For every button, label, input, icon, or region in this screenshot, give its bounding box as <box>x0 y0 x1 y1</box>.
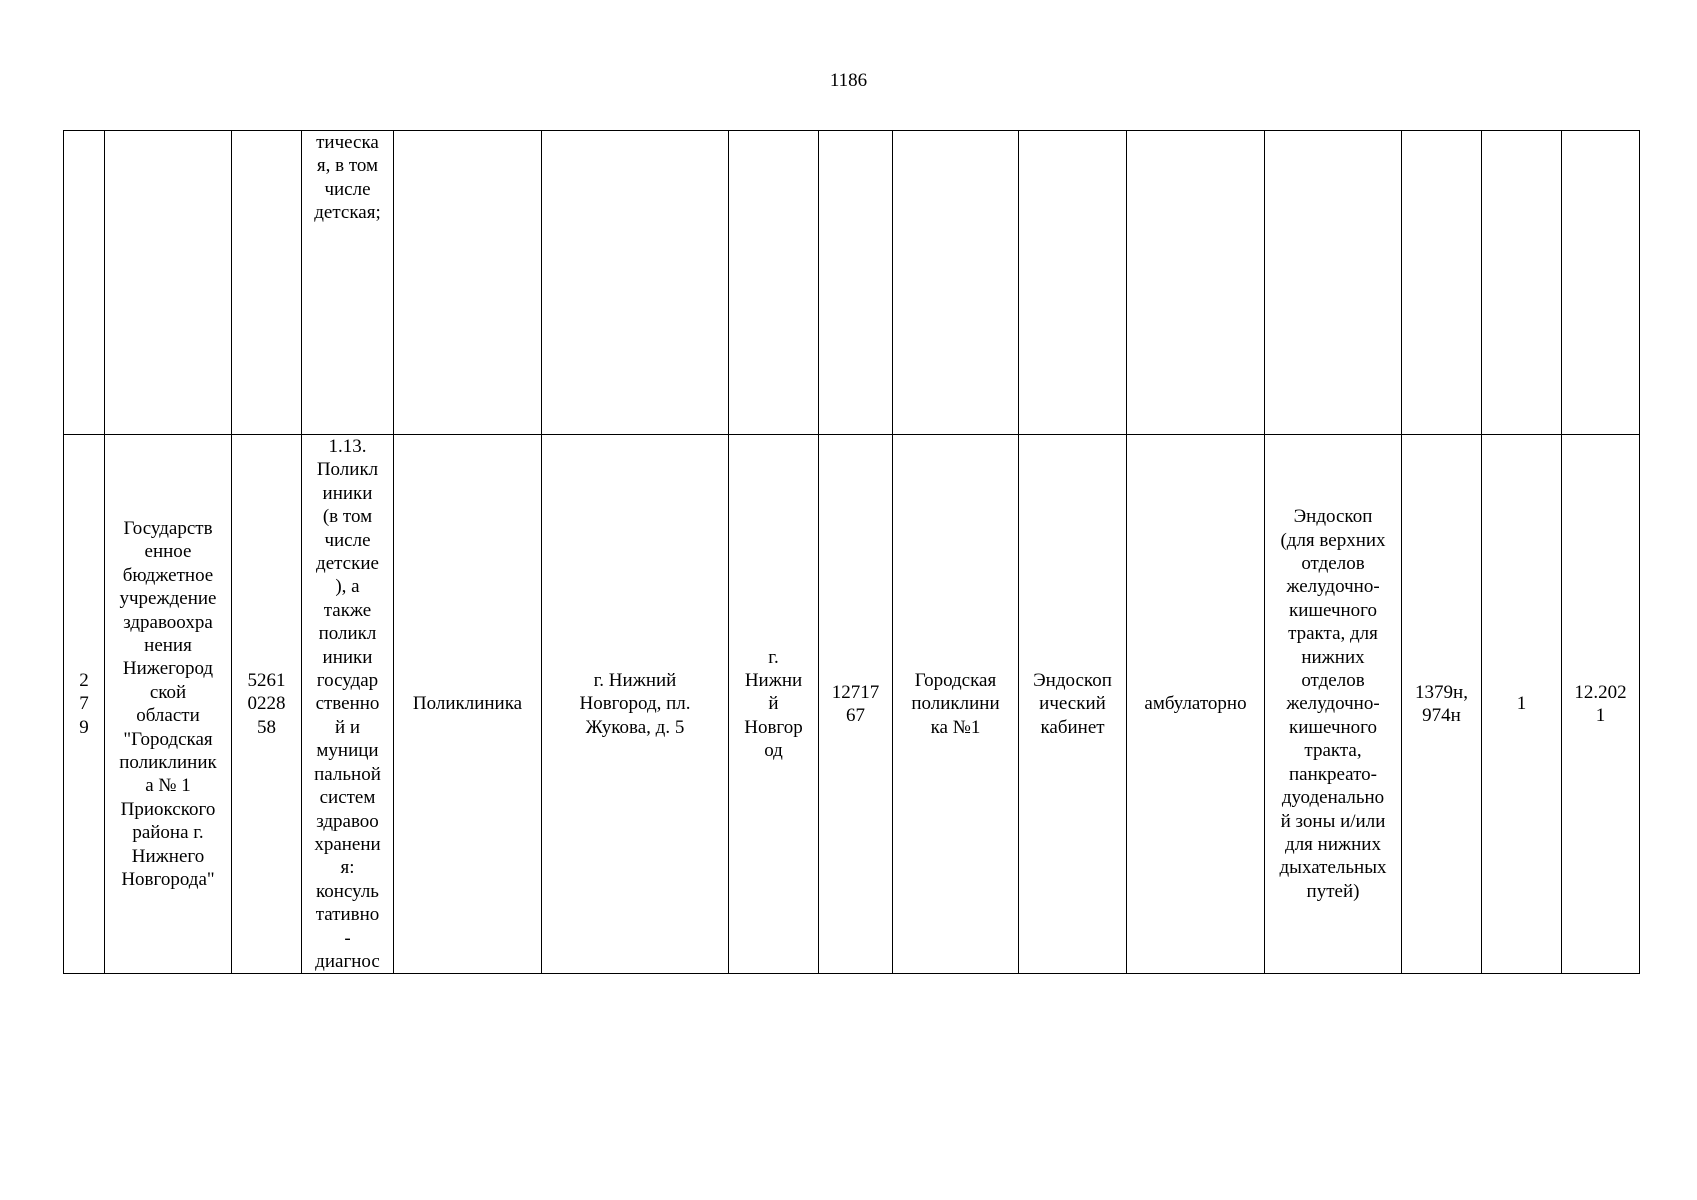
cell-row-number <box>64 131 105 435</box>
cell-address <box>542 131 729 435</box>
cell-facility-name: Городская поликлини ка №1 <box>893 435 1019 974</box>
cell-facility-type: тическа я, в том числе детская; <box>302 131 394 435</box>
cell-code <box>819 131 893 435</box>
cell-order: 1379н, 974н <box>1402 435 1482 974</box>
cell-order <box>1402 131 1482 435</box>
cell-date: 12.202 1 <box>1562 435 1640 974</box>
cell-organization <box>105 131 232 435</box>
registry-table <box>63 130 1640 974</box>
cell-code: 12717 67 <box>819 435 893 974</box>
cell-inn: 5261 0228 58 <box>232 435 302 974</box>
cell-department: Эндоскоп ический кабинет <box>1019 435 1127 974</box>
cell-city <box>729 131 819 435</box>
cell-equipment: Эндоскоп (для верхних отделов желудочно- кишечного тракта, для нижних отделов желудочно- кишечного тракта, панкреато- дуоденально й зоны и/или для нижних дыхательных путей) <box>1265 435 1402 974</box>
table-row <box>64 435 1640 974</box>
cell-date <box>1562 131 1640 435</box>
cell-quantity: 1 <box>1482 435 1562 974</box>
page-number: 1186 <box>829 70 868 91</box>
cell-department <box>1019 131 1127 435</box>
table-row <box>64 131 1640 435</box>
cell-inn <box>232 131 302 435</box>
cell-equipment <box>1265 131 1402 435</box>
cell-city: г. Нижни й Новгор од <box>729 435 819 974</box>
cell-care-form <box>1127 131 1265 435</box>
cell-address: г. Нижний Новгород, пл. Жукова, д. 5 <box>542 435 729 974</box>
cell-care-form: амбулаторно <box>1127 435 1265 974</box>
cell-quantity <box>1482 131 1562 435</box>
cell-organization: Государств енное бюджетное учреждение здравоохра нения Нижегород ской области "Городская поликлиник а № 1 Приокского района г. Нижнего Новгорода" <box>105 435 232 974</box>
cell-unit-type <box>394 131 542 435</box>
cell-unit-type: Поликлиника <box>394 435 542 974</box>
cell-facility-type: 1.13. Поликл иники (в том числе детские ), а также поликл иники государ ственно й и муници пальной систем здравоо хранени я: консуль тативно - диагнос <box>302 435 394 974</box>
cell-row-number: 2 7 9 <box>64 435 105 974</box>
cell-facility-name <box>893 131 1019 435</box>
